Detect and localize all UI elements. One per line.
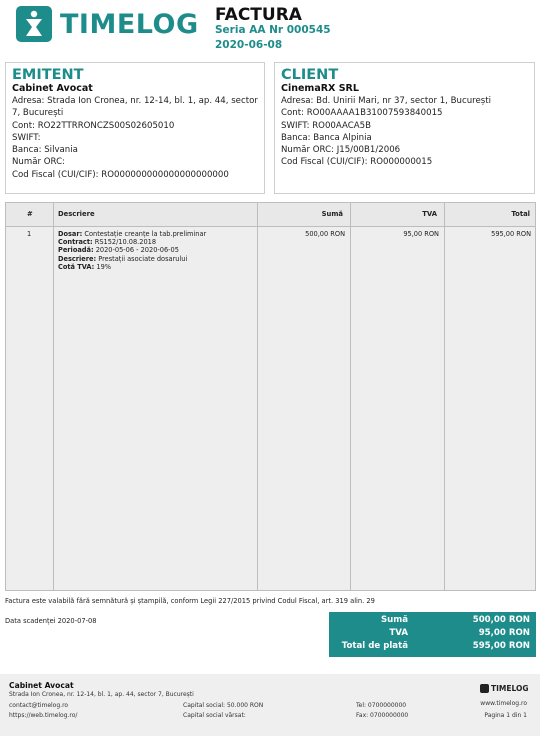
emitent-swift: SWIFT: [12,132,41,143]
emitent-orc: Număr ORC: [12,157,65,168]
client-box [274,62,535,194]
footer-page: Pagina 1 din 1 [484,712,527,719]
emitent-box [5,62,265,194]
footer-capital-varsat: Capital social vărsat: [183,712,246,719]
footer-address: Strada Ion Cronea, nr. 12-14, bl. 1, ap. 44, sector 7, București [9,691,194,698]
column-divider [444,203,445,590]
totals-tva-label: TVA [389,628,408,638]
totals-suma-value: 500,00 RON [472,615,530,625]
footer-logo [480,684,530,694]
perioada-value: 2020-05-06 - 2020-06-05 [95,246,179,255]
dosar-label: Dosar: [58,230,83,238]
hourglass-person-icon [16,6,52,42]
footer-company: Cabinet Avocat [9,681,74,690]
cota-label: Cotă TVA: [58,262,95,271]
footer-email[interactable]: contact@timelog.ro [9,702,69,709]
row-total: 595,00 RON [491,230,531,238]
dosar-value: Contestație creanțe la tab.preliminar [84,230,207,238]
contract-label: Contract: [58,238,93,247]
due-date: Data scadenței 2020-07-08 [5,617,97,625]
emitent-address-2: 7, București [12,108,64,119]
client-swift: SWIFT: RO00AACA5B [281,120,371,131]
column-divider [350,203,351,590]
client-cif: Cod Fiscal (CUI/CIF): RO000000015 [281,157,433,168]
emitent-cif: Cod Fiscal (CUI/CIF): RO000000000000000000000 [12,169,229,180]
footer-brand: TIMELOG [491,684,529,693]
contract-value: RS152/10.08.2018 [94,238,157,247]
invoice-title: FACTURA [215,5,302,25]
footer-logo-icon [480,684,489,693]
perioada-label: Perioadă: [58,246,94,255]
invoice-date: 2020-06-08 [215,39,283,51]
row-tva: 95,00 RON [403,230,439,238]
client-orc: Număr ORC: J15/00B1/2006 [281,145,401,156]
totals-box [329,612,536,657]
header-tva: TVA [422,210,437,218]
totals-suma-label: Sumă [380,615,408,625]
client-cont: Cont: RO00AAAA1B31007593840015 [281,108,443,119]
column-divider [257,203,258,590]
emitent-address-1: Adresa: Strada Ion Cronea, nr. 12-14, bl. 1, ap. 44, sector [12,96,258,106]
footer-fax: Fax: 0700000000 [356,712,409,719]
totals-grand-value: 595,00 RON [472,641,530,651]
footer-capital-social: Capital social: 50.000 RON [183,702,264,709]
header-nr: # [27,210,33,218]
footer-tel: Tel: 0700000000 [356,702,407,709]
row-description [58,230,254,271]
totals-grand-row [329,641,536,654]
emitent-name: Cabinet Avocat [12,83,93,94]
emitent-banca: Banca: Silvania [12,145,78,156]
totals-suma-row [329,615,536,628]
header-descriere: Descriere [58,210,95,218]
client-address: Adresa: Bd. Unirii Mari, nr 37, sector 1, București [281,96,492,106]
totals-tva-row [329,628,536,641]
client-heading: CLIENT [281,67,339,83]
brand-wordmark: TIMELOG [60,9,199,40]
row-nr: 1 [27,230,32,238]
column-divider [53,203,54,590]
header-total: Total [511,210,530,218]
emitent-cont: Cont: RO22TTRRONCZS00S02605010 [12,120,175,131]
client-name: CinemaRX SRL [281,83,359,94]
timelog-logo [16,6,199,42]
legal-note: Factura este valabilă fără semnătură și ștampilă, conform Legii 227/2015 privind Codul Fiscal, art. 319 alin. 29 [5,597,375,605]
emitent-heading: EMITENT [12,67,84,83]
descriere-label: Descriere: [58,254,97,263]
footer-web[interactable]: https://web.timelog.ro/ [9,712,78,719]
descriere-value: Prestații asociate dosarului [98,254,188,263]
header-suma: Sumă [321,210,343,218]
totals-grand-label: Total de plată [341,641,408,651]
row-suma: 500,00 RON [305,230,345,238]
cota-value: 19% [96,262,112,271]
footer-site[interactable]: www.timelog.ro [480,700,527,707]
totals-tva-value: 95,00 RON [478,628,530,638]
client-banca: Banca: Banca Alpinia [281,132,372,143]
page-footer [0,674,540,736]
items-table [5,202,536,591]
invoice-series: Seria AA Nr 000545 [215,24,331,36]
